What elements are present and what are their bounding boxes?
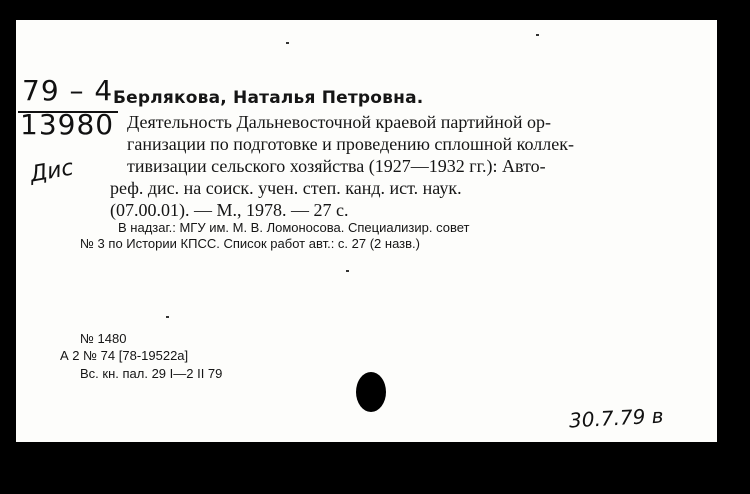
handwritten-date-signature: 30.7.79 в <box>568 403 665 433</box>
body-line: тивизации сельского хозяйства (1927—1932 гг.): Авто- <box>127 156 546 176</box>
paper-speck <box>166 316 169 318</box>
body-line: (07.00.01). — М., 1978. — 27 с. <box>110 200 349 220</box>
catalog-number: № 1480 <box>80 331 127 346</box>
handwritten-record-number: 13980 <box>20 108 115 141</box>
note-line: В надзаг.: МГУ им. М. В. Ломоносова. Специализир. совет <box>118 220 470 235</box>
body-line: реф. дис. на соиск. учен. степ. канд. ист. наук. <box>110 178 462 198</box>
body-line: Деятельность Дальневосточной краевой партийной ор- <box>127 112 552 132</box>
paper-speck <box>536 34 539 36</box>
body-line: ганизации по подготовке и проведению сплошной коллек- <box>127 134 574 154</box>
catalog-reference: А 2 № 74 [78-19522а] <box>60 348 189 363</box>
catalog-chamber-line: Вс. кн. пал. 29 I—2 II 79 <box>80 366 223 381</box>
punch-hole <box>356 372 386 412</box>
paper-speck <box>346 270 349 272</box>
handwritten-mark: Дис <box>28 155 76 188</box>
catalog-card <box>16 20 717 442</box>
paper-speck <box>286 42 289 44</box>
handwritten-shelf-code: 79 – 4 <box>22 74 114 107</box>
author-heading: Берлякова, Наталья Петровна. <box>113 88 424 108</box>
note-line: № 3 по Истории КПСС. Список работ авт.: с. 27 (2 назв.) <box>80 236 420 251</box>
